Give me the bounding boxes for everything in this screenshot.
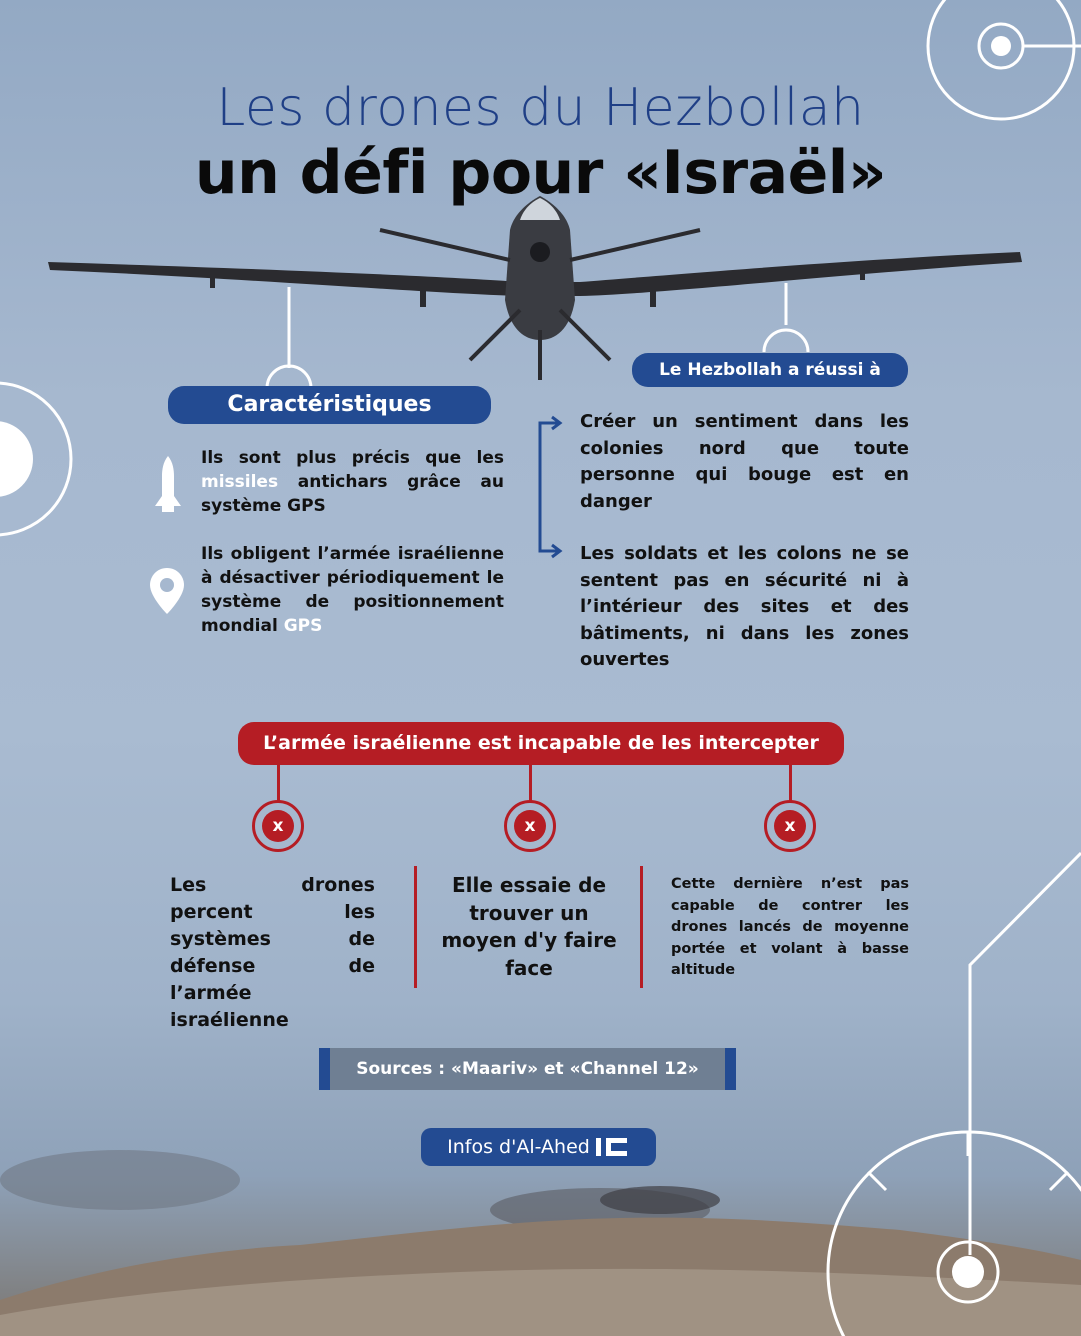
incapable-item-3: Cette dernière n’est pas capable de contrer les drones lancés de moyenne portée et volant à basse altitude [671, 876, 909, 978]
x-icon: x [252, 800, 304, 852]
divider-2 [640, 866, 643, 988]
reussi-heading: Le Hezbollah a réussi à [632, 353, 908, 387]
x-icon: x [504, 800, 556, 852]
connector-line-3 [789, 765, 792, 802]
reussi-item-2: Les soldats et les colons ne se sentent pas en sécurité ni à l’intérieur des sites et des bâtiments, ni dans les zones ouvertes [580, 543, 909, 670]
x-icon: x [764, 800, 816, 852]
caracteristique-text-1: Ils sont plus précis que les missiles antichars grâce au système GPS [201, 448, 504, 516]
caracteristiques-heading: Caractéristiques [168, 386, 491, 424]
caracteristique-text-2: Ils obligent l’armée israélienne à désactiver périodiquement le système de positionnement mondial GPS [201, 544, 504, 636]
incapable-item-2: Elle essaie de trouver un moyen d'y faire face [441, 873, 617, 980]
reussi-item-1: Créer un sentiment dans les colonies nord que toute personne qui bouge est en danger [580, 411, 909, 512]
title-line-2: un défi pour «Israël» [194, 138, 887, 208]
connector-line-1 [277, 765, 280, 802]
divider-1 [414, 866, 417, 988]
incapable-item-1: Les drones percent les systèmes de défense de l’armée israélienne [170, 874, 375, 1031]
al-ahed-logo-icon [596, 1135, 630, 1159]
incapable-heading: L’armée israélienne est incapable de les intercepter [238, 722, 844, 765]
missile-icon [155, 456, 181, 512]
brand-badge[interactable] [421, 1128, 656, 1166]
brand-label: Infos d'Al-Ahed [447, 1136, 590, 1158]
connector-line-2 [529, 765, 532, 802]
title-line-1: Les drones du Hezbollah [216, 78, 865, 138]
location-pin-icon [150, 568, 184, 614]
sources-label: Sources : «Maariv» et «Channel 12» [319, 1048, 736, 1090]
